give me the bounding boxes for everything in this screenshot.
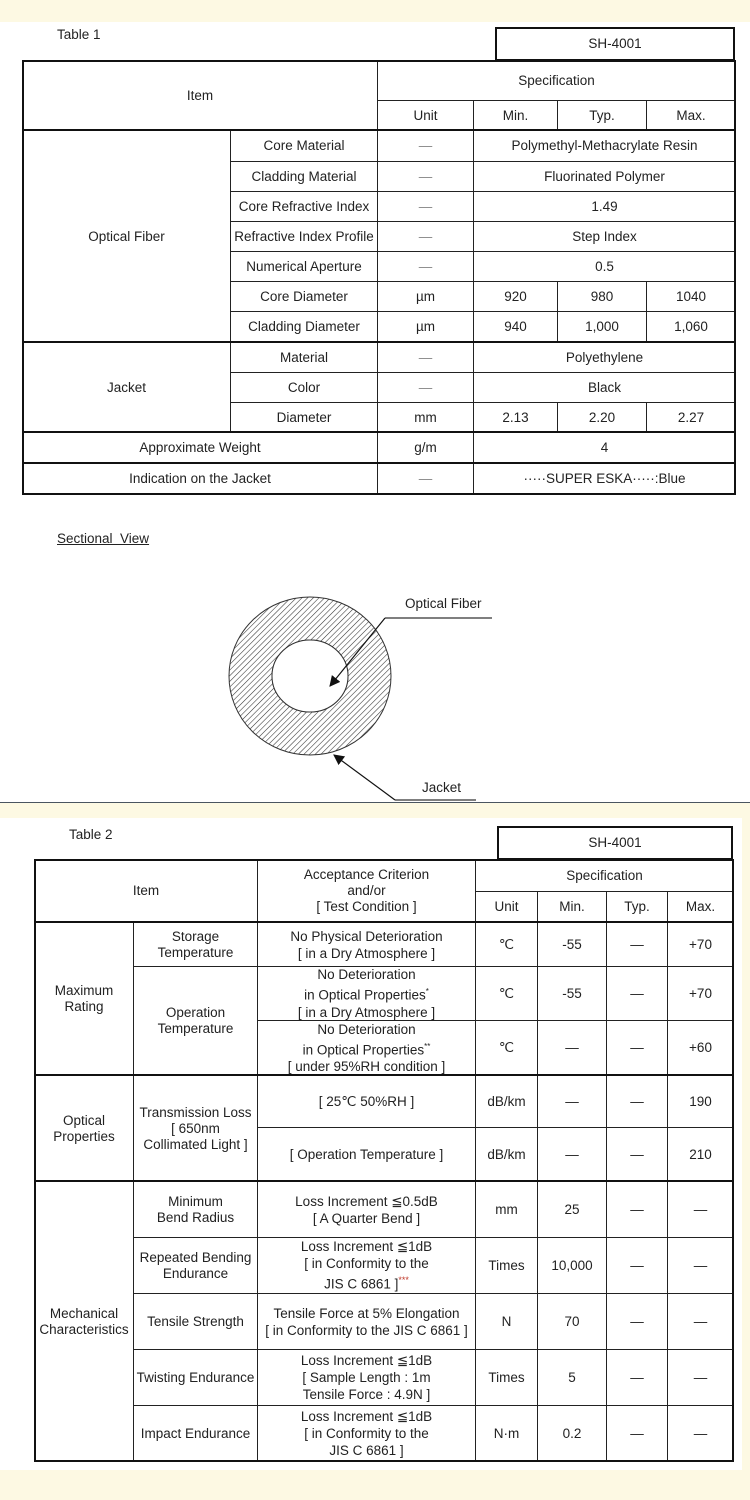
subitem [133,1349,258,1406]
group-optical-properties-line: Optical [62,1112,106,1128]
row-max: — [667,1349,734,1406]
row-criterion-line: Loss Increment ≦1dB [300,1239,433,1255]
row-criterion-line: in Optical Properties* [304,987,429,1003]
header-specification: Specification [377,60,736,101]
row-item: Core Refractive Index [230,191,378,222]
table2-group-rule [34,1074,734,1076]
group-optical-fiber: Optical Fiber [22,130,231,343]
row-criterion-line: [ in Conformity to the JIS C 6861 ] [265,1322,468,1338]
table1-group-rule [22,462,736,464]
subitem [133,966,258,1076]
row-typ: — [606,966,668,1021]
row-typ: — [606,1237,668,1294]
row-criterion-line: No Deterioration [317,967,416,983]
row-criterion-line: Loss Increment ≦0.5dB [295,1193,438,1209]
row-criterion [257,922,476,967]
header-unit: Unit [377,100,474,131]
row-unit: N [475,1293,538,1350]
row-min: 10,000 [537,1237,607,1294]
row-value: Step Index [473,221,736,252]
row-criterion [257,1181,476,1238]
subitem-line: Storage [171,928,220,944]
sectional-view-diagram [0,560,750,810]
group-optical-properties-line: Properties [53,1128,115,1144]
row-value: Polyethylene [473,342,736,373]
row-unit: — [377,161,474,192]
table1-model-box: SH-4001 [495,27,735,61]
row-max: — [667,1181,734,1238]
row-max: 210 [667,1127,734,1182]
row-criterion-line: Loss Increment ≦1dB [300,1353,433,1368]
row-criterion [257,1293,476,1350]
row-min: 25 [537,1181,607,1238]
row-criterion-line: in Optical Properties** [302,1041,431,1058]
table2-model-box: SH-4001 [497,826,733,860]
subitem-line: Bend Radius [156,1209,235,1225]
subitem [133,1293,258,1350]
row-item: Refractive Index Profile [230,221,378,252]
row-criterion-line: [ A Quarter Bend ] [312,1210,421,1226]
row-unit: mm [377,402,474,433]
row-unit: — [377,372,474,403]
row-criterion-line: No Physical Deterioration [290,928,443,944]
row-item: Approximate Weight [22,432,378,464]
header-min: Min. [537,891,607,923]
row-unit: — [377,221,474,252]
row-value: 4 [473,432,736,464]
optical-fiber-core [272,640,348,712]
row-unit: µm [377,311,474,343]
jacket-arrow-icon [334,755,395,800]
row-value: ·····SUPER ESKA·····:Blue [473,463,736,495]
row-unit: — [377,191,474,222]
row-min: — [537,1075,607,1128]
header-unit: Unit [475,891,538,923]
row-max: 2.27 [646,402,736,433]
row-value: Polymethyl-Methacrylate Resin [473,130,736,162]
subitem-line: Tensile Strength [147,1313,244,1329]
group-optical-properties [34,1075,134,1182]
row-value: 1.49 [473,191,736,222]
fiber-label: Optical Fiber [405,596,482,611]
row-item: Numerical Aperture [230,251,378,282]
row-unit: Times [475,1237,538,1294]
subitem [133,1075,258,1182]
row-unit: Times [475,1349,538,1406]
row-criterion [257,966,476,1021]
row-typ: — [606,1181,668,1238]
row-typ: 1,000 [557,311,647,343]
jacket-label: Jacket [422,780,462,795]
row-min: 920 [473,281,558,312]
row-typ: 2.20 [557,402,647,433]
row-criterion-line: Tensile Force : 4.9N ] [302,1387,431,1402]
row-min: — [537,1020,607,1076]
row-unit: N·m [475,1405,538,1462]
group-maximum-rating-line: Maximum [54,983,114,998]
row-criterion-line: JIS C 6861 ]*** [324,1275,409,1292]
row-unit: µm [377,281,474,312]
header-typ: Typ. [557,100,647,131]
group-maximum-rating-line: Rating [64,999,104,1014]
row-item: Cladding Diameter [230,311,378,343]
table1-group-rule [22,341,736,343]
row-item: Material [230,342,378,373]
header-typ: Typ. [606,891,668,923]
row-typ: 980 [557,281,647,312]
table2-group-rule [34,1180,734,1182]
group-mechanical-characteristics-line: Mechanical [49,1305,119,1321]
row-item: Core Material [230,130,378,162]
row-criterion [257,1127,476,1182]
subitem-line: Impact Endurance [140,1425,251,1441]
group-mechanical-characteristics-line: Characteristics [39,1321,129,1337]
row-typ: — [606,1075,668,1128]
table2-header-rule [34,921,734,923]
subitem-line: Collimated Light ] [143,1136,248,1152]
row-typ: — [606,1020,668,1076]
subitem-line: Transmission Loss [139,1104,252,1120]
row-item: Cladding Material [230,161,378,192]
row-value: Black [473,372,736,403]
row-value: 0.5 [473,251,736,282]
subitem-line: Temperature [157,944,234,960]
row-criterion-line: [ 25℃ 50%RH ] [318,1094,415,1109]
subitem-line: [ 650nm [171,1120,220,1136]
header-criterion-line: and/or [347,883,386,898]
header-item: Item [22,60,378,131]
row-criterion [257,1237,476,1294]
subitem-line: Minimum [168,1193,223,1209]
row-typ: — [606,922,668,967]
row-typ: — [606,1405,668,1462]
row-min: 70 [537,1293,607,1350]
row-criterion-line: JIS C 6861 ] [329,1443,404,1458]
row-min: -55 [537,922,607,967]
row-max: 1040 [646,281,736,312]
footnote-mark: ** [424,1041,431,1051]
row-max: 190 [667,1075,734,1128]
row-unit: ℃ [475,966,538,1021]
header-item: Item [34,859,258,923]
subitem-line: Temperature [157,1021,234,1036]
row-unit: — [377,251,474,282]
row-max: — [667,1237,734,1294]
row-max: — [667,1405,734,1462]
row-max: +60 [667,1020,734,1076]
header-criterion [257,859,476,923]
subitem-line: Twisting Endurance [136,1369,255,1385]
row-typ: — [606,1349,668,1406]
row-item: Core Diameter [230,281,378,312]
subitem [133,922,258,967]
row-unit: mm [475,1181,538,1238]
group-maximum-rating [34,922,134,1076]
row-value: Fluorinated Polymer [473,161,736,192]
header-min: Min. [473,100,558,131]
row-unit: — [377,130,474,162]
table1-group-rule [22,431,736,433]
group-mechanical-characteristics [34,1181,134,1462]
subitem-line: Operation [165,1005,226,1020]
row-min: 5 [537,1349,607,1406]
table1-caption: Table 1 [57,27,101,42]
row-criterion-line: [ Operation Temperature ] [289,1147,444,1162]
row-unit: — [377,342,474,373]
row-unit: — [377,463,474,495]
row-max: 1,060 [646,311,736,343]
row-criterion-line: [ under 95%RH condition ] [287,1059,446,1075]
table1-header-rule [22,129,736,131]
header-max: Max. [667,891,734,923]
group-jacket: Jacket [22,342,231,433]
row-min: 2.13 [473,402,558,433]
footnote-mark: *** [398,1275,409,1286]
row-typ: — [606,1127,668,1182]
row-criterion-line: [ in a Dry Atmosphere ] [297,945,436,961]
subitem-line: Repeated Bending [139,1249,252,1265]
header-criterion-line: Acceptance Criterion [303,867,430,882]
row-max: +70 [667,966,734,1021]
subitem-line: Endurance [162,1265,229,1281]
row-min: 940 [473,311,558,343]
row-item: Diameter [230,402,378,433]
header-criterion-line: [ Test Condition ] [316,899,417,914]
footnote-mark: * [425,987,429,997]
row-max: +70 [667,922,734,967]
row-unit: dB/km [475,1127,538,1182]
row-criterion-line: No Deterioration [317,1021,416,1037]
row-min: — [537,1127,607,1182]
row-unit: g/m [377,432,474,464]
row-min: -55 [537,966,607,1021]
row-criterion [257,1075,476,1128]
subitem [133,1181,258,1238]
row-criterion [257,1405,476,1462]
row-min: 0.2 [537,1405,607,1462]
table2-caption: Table 2 [69,827,113,842]
row-item: Indication on the Jacket [22,463,378,495]
row-max: — [667,1293,734,1350]
row-typ: — [606,1293,668,1350]
row-criterion-line: [ in Conformity to the [304,1256,429,1272]
row-criterion [257,1020,476,1076]
row-criterion-line: [ Sample Length : 1m [302,1370,431,1385]
row-criterion-line: [ in a Dry Atmosphere ] [297,1004,436,1020]
row-unit: ℃ [475,922,538,967]
subitem [133,1237,258,1294]
row-criterion-line: [ in Conformity to the [304,1426,429,1441]
header-specification: Specification [475,859,734,892]
row-criterion-line: Tensile Force at 5% Elongation [273,1305,460,1321]
row-criterion-line: Loss Increment ≦1dB [300,1409,433,1424]
row-unit: dB/km [475,1075,538,1128]
row-criterion [257,1349,476,1406]
row-item: Color [230,372,378,403]
sectional-view-title: Sectional View [57,531,150,546]
header-max: Max. [646,100,736,131]
subitem [133,1405,258,1462]
row-unit: ℃ [475,1020,538,1076]
